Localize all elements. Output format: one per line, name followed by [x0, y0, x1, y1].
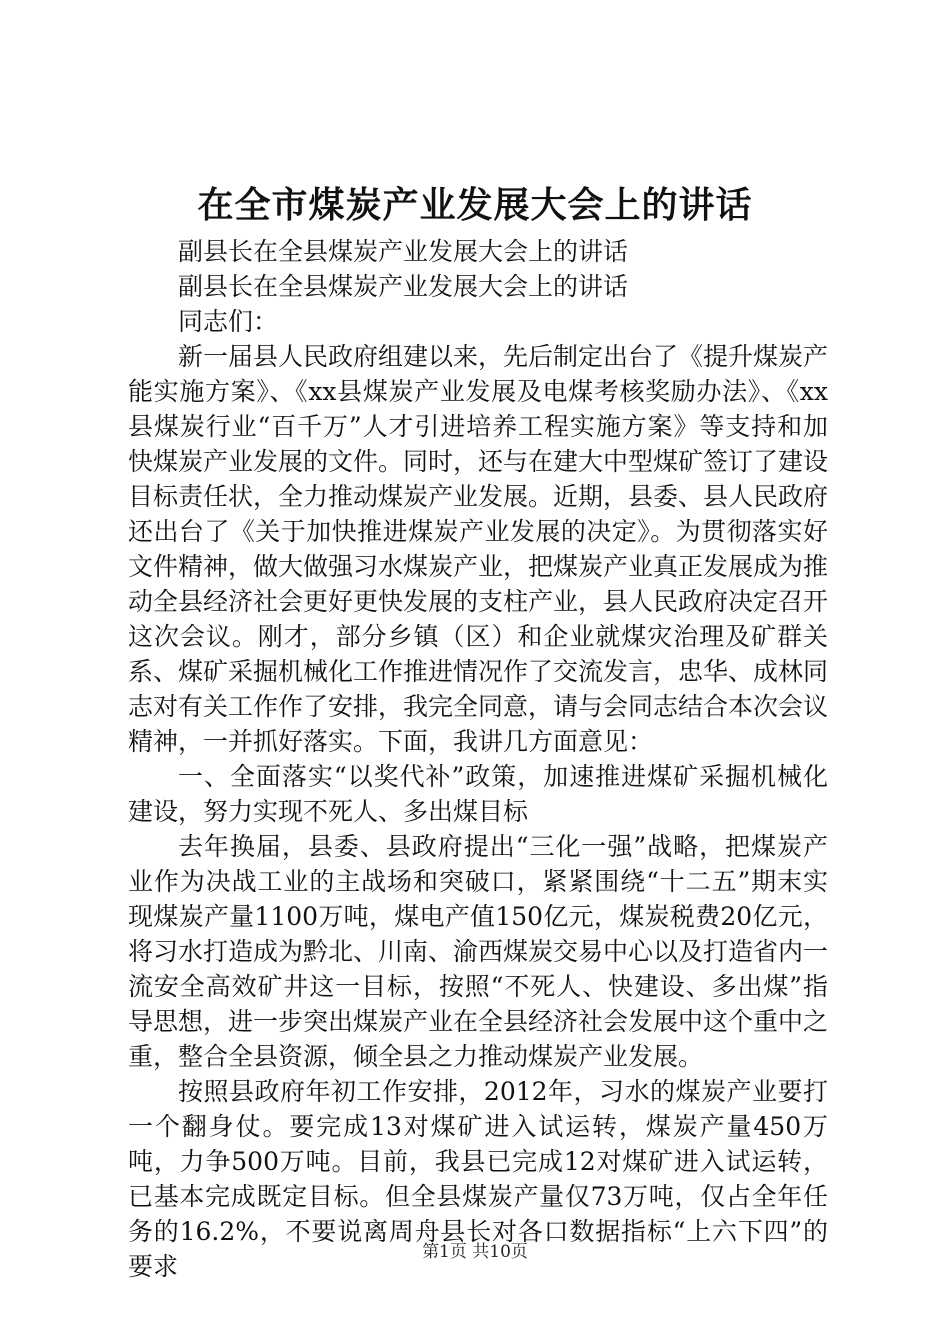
paragraph: 一、全面落实“以奖代补”政策，加速推进煤矿采掘机械化建设，努力实现不死人、多出煤目标 — [128, 762, 828, 826]
document-body — [128, 234, 828, 1284]
paragraph: 按照县政府年初工作安排，2012年，习水的煤炭产业要打一个翻身仗。要完成13对煤矿进入试运转，煤炭产量450万吨，力争500万吨。目前，我县已完成12对煤矿进入试运转，已基本完成既定目标。但全县煤炭产量仅73万吨，仅占全年任务的16.2%，不要说离周舟县长对各口数据指标“上六下四”的要求 — [128, 1077, 828, 1281]
paragraph: 去年换届，县委、县政府提出“三化一强”战略，把煤炭产业作为决战工业的主战场和突破口，紧紧围绕“十二五”期末实现煤炭产量1100万吨，煤电产值150亿元，煤炭税费20亿元，将习水打造成为黔北、川南、渝西煤炭交易中心以及打造省内一流安全高效矿井这一目标，按照“不死人、快建设、多出煤”指导思想，进一步突出煤炭产业在全县经济社会发展中这个重中之重，整合全县资源，倾全县之力推动煤炭产业发展。 — [128, 832, 829, 1071]
page-footer: 第1页 共10页 — [422, 1242, 528, 1262]
paragraph: 新一届县人民政府组建以来，先后制定出台了《提升煤炭产能实施方案》、《xx县煤炭产业发展及电煤考核奖励办法》、《xx县煤炭行业“百千万”人才引进培养工程实施方案》等支持和加快煤炭产业发展的文件。同时，还与在建大中型煤矿签订了建设目标责任状，全力推动煤炭产业发展。近期，县委、县人民政府还出台了《关于加快推进煤炭产业发展的决定》。为贯彻落实好文件精神，做大做强习水煤炭产业，把煤炭产业真正发展成为推动全县经济社会更好更快发展的支柱产业，县人民政府决定召开这次会议。刚才，部分乡镇（区）和企业就煤灾治理及矿群关系、煤矿采掘机械化工作推进情况作了交流发言，忠华、成林同志对有关工作作了安排，我完全同意，请与会同志结合本次会议精神，一并抓好落实。下面，我讲几方面意见： — [128, 342, 829, 756]
document-title: 在全市煤炭产业发展大会上的讲话 — [197, 184, 753, 226]
paragraph: 副县长在全县煤炭产业发展大会上的讲话 — [178, 237, 629, 266]
paragraph: 副县长在全县煤炭产业发展大会上的讲话 — [178, 272, 629, 301]
paragraph: 同志们： — [178, 307, 279, 336]
